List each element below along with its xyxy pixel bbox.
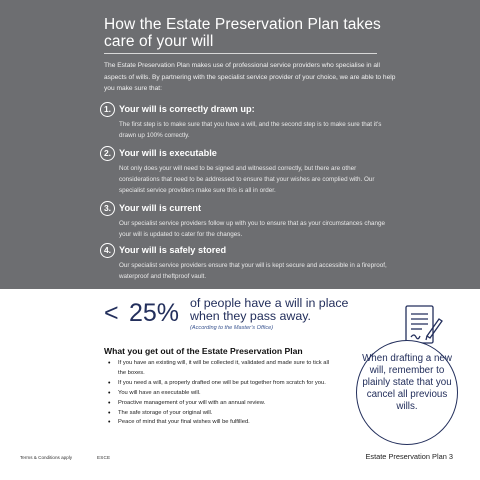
callout-text: When drafting a new will, remember to plainly state that you cancel all previous wills. xyxy=(362,353,452,412)
stat-source: (According to the Master’s Office) xyxy=(190,325,274,331)
list-item: • If you have an existing will, it will be collected it, validated and made sure to tick all the boxes. xyxy=(108,359,336,379)
step-header xyxy=(100,242,400,258)
step-number-badge: 3. xyxy=(100,201,115,216)
step-header xyxy=(100,101,400,117)
callout-circle xyxy=(356,340,458,445)
step-2 xyxy=(100,145,400,196)
step-header xyxy=(100,145,400,161)
list-item: • Peace of mind that your final wishes will be fulfilled. xyxy=(108,418,336,428)
terms-note: Terms & Conditions apply xyxy=(20,455,73,460)
step-3 xyxy=(100,200,400,240)
benefits-heading: What you get out of the Estate Preservation Plan xyxy=(104,346,303,356)
stat-less-than-symbol: < xyxy=(104,299,119,327)
page-footer xyxy=(365,452,453,461)
intro-text: The Estate Preservation Plan makes use of professional service providers who specialise in all aspects of wills. By partnering with the specialist service provider of your choice, we are able to help you make sure that: xyxy=(104,62,396,93)
step-title: Your will is executable xyxy=(119,148,217,158)
title-divider xyxy=(104,53,377,54)
step-number-badge: 1. xyxy=(100,102,115,117)
footer-page-label: Estate Preservation Plan xyxy=(365,452,447,461)
list-item: • You will have an executable will. xyxy=(108,389,336,399)
step-body: Not only does your will need to be signed and witnessed correctly, but there are other considerations that need to be addressed to ensure that your wishes are complied with. Our specialist service providers make sure this is all in order. xyxy=(119,165,375,194)
step-1 xyxy=(100,101,400,141)
stat-value: 25% xyxy=(129,299,180,327)
step-title: Your will is safely stored xyxy=(119,245,227,255)
list-item: • If you need a will, a properly drafted one will be put together from scratch for you. xyxy=(108,379,336,389)
step-number-badge: 4. xyxy=(100,243,115,258)
step-body: Our specialist service providers follow up with you to ensure that as your circumstances change your will is updated to cater for the changes. xyxy=(119,220,385,238)
brand-mark: ESCE xyxy=(97,455,111,460)
step-header xyxy=(100,200,400,216)
list-item: • The safe storage of your original will. xyxy=(108,409,336,419)
stat-description: of people have a will in place when they pass away. xyxy=(190,296,349,323)
benefits-list xyxy=(108,359,336,428)
step-title: Your will is current xyxy=(119,203,202,213)
list-item: • Proactive management of your will with an annual review. xyxy=(108,399,336,409)
step-body: Our specialist service providers ensure that your will is kept secure and accessible in a fireproof, waterproof and theftproof vault. xyxy=(119,262,387,280)
step-body: The first step is to make sure that you have a will, and the second step is to make sure that it’s drawn up 100% correctly. xyxy=(119,121,382,139)
page-number: 3 xyxy=(448,452,453,461)
step-4 xyxy=(100,242,400,282)
step-title: Your will is correctly drawn up: xyxy=(119,104,255,114)
page-title: How the Estate Preservation Plan takes care of your will xyxy=(104,16,381,50)
step-number-badge: 2. xyxy=(100,146,115,161)
